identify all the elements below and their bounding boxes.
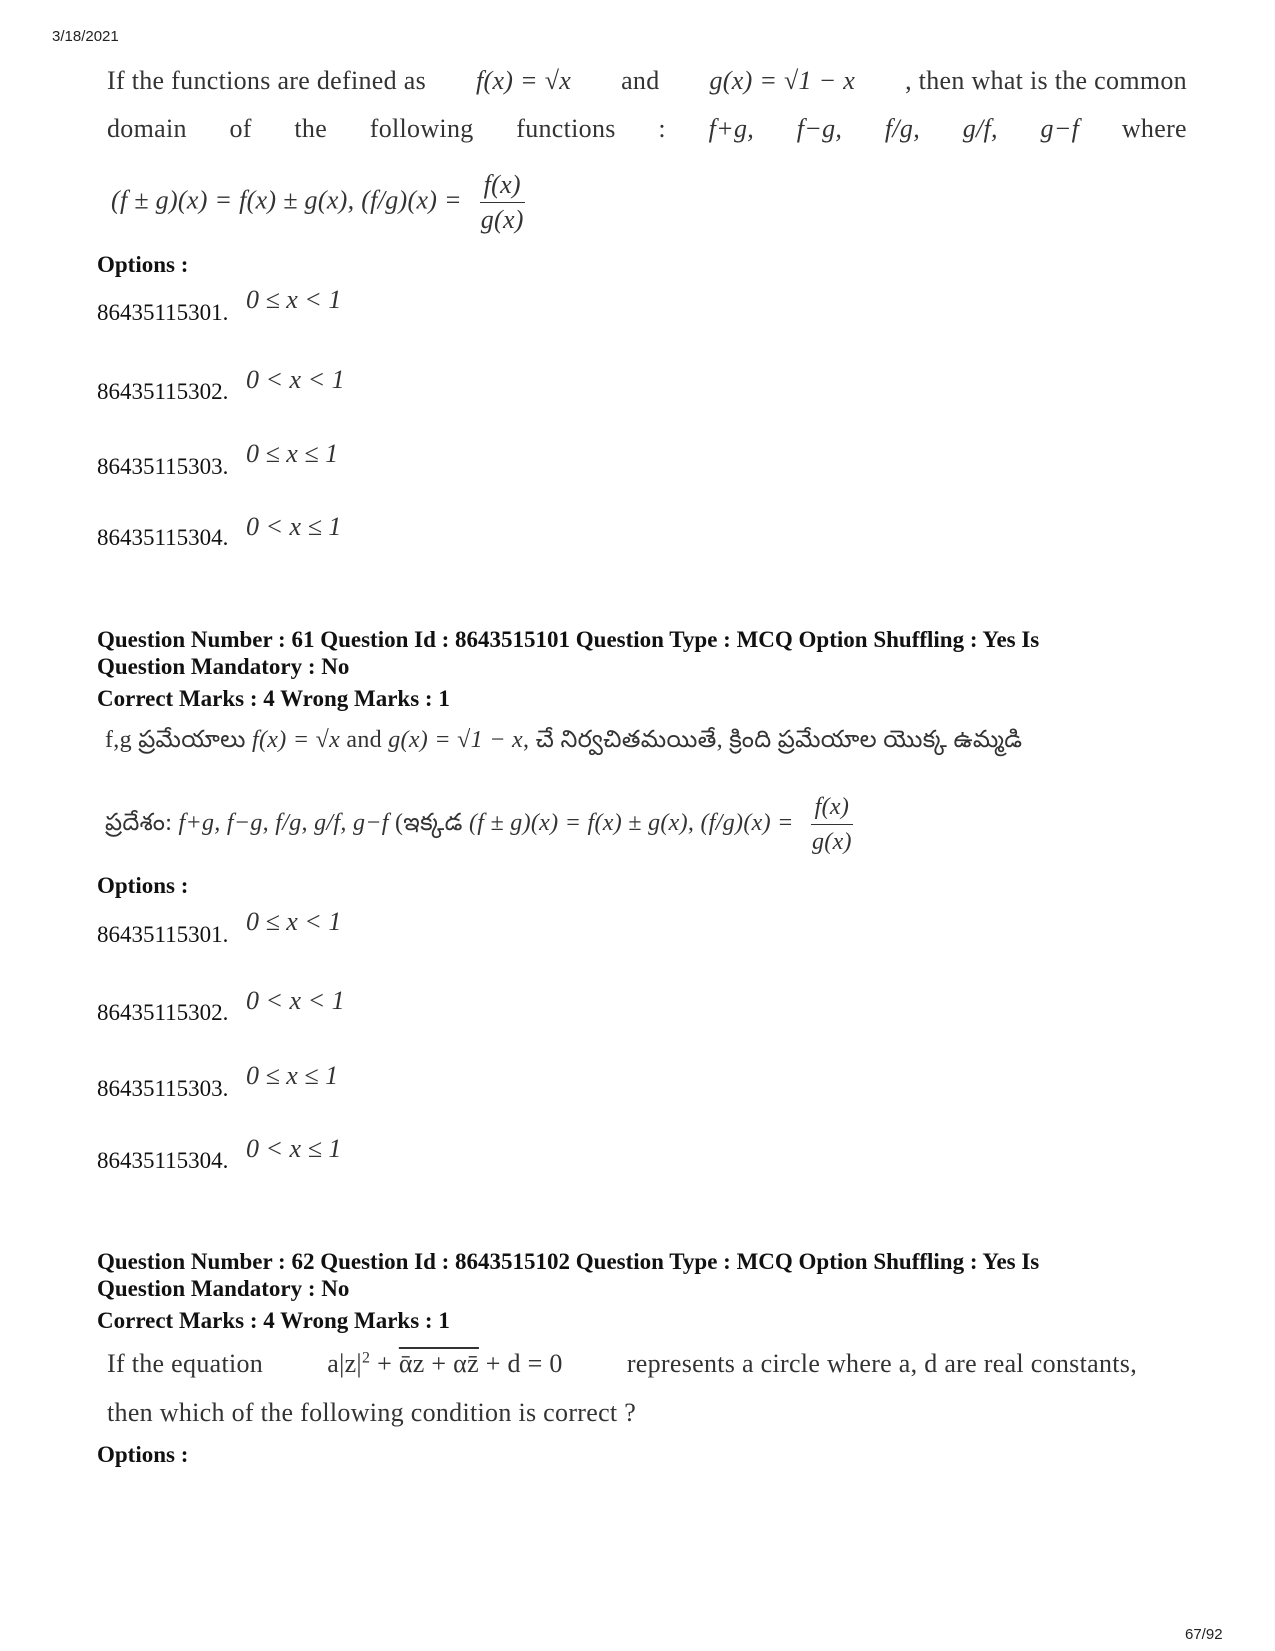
q61-fraction [808, 790, 856, 859]
q60-func: f−g, [796, 114, 843, 143]
q61-stem-line1 [105, 726, 1022, 759]
q60-gx: g(x) = √1 − x [709, 66, 856, 95]
q60-word: where [1121, 114, 1187, 143]
q60-option-3-value: 0 ≤ x ≤ 1 [246, 439, 339, 468]
q62-text-b: represents a circle where a, d are real constants, [626, 1349, 1137, 1378]
q61-option-1-id: 86435115301. [97, 922, 229, 947]
q62-meta-line1: Question Number : 62 Question Id : 8643515102 Question Type : MCQ Option Shuffling : Yes Is [97, 1249, 1040, 1274]
q62-stem-line2: then which of the following condition is correct ? [107, 1398, 637, 1427]
q60-options-label: Options : [97, 252, 189, 277]
q60-fraction [477, 168, 528, 237]
q61-fx: f(x) = √x [252, 727, 341, 753]
q60-word: : [658, 114, 666, 143]
q60-text-b: , then what is the common [905, 66, 1187, 95]
q62-eq-a: a|z| [327, 1349, 362, 1378]
q60-option-2-id: 86435115302. [97, 379, 229, 404]
q61-meta [97, 626, 1157, 680]
q61-options-label: Options : [97, 873, 189, 898]
q61-option-2-id: 86435115302. [97, 1000, 229, 1025]
q62-stem-line1 [107, 1349, 1137, 1379]
print-date: 3/18/2021 [52, 28, 119, 45]
q60-text-and: and [621, 66, 660, 95]
q60-option-1-id: 86435115301. [97, 300, 229, 325]
q61-option-2-value: 0 < x < 1 [246, 986, 345, 1015]
q60-word: functions [516, 114, 616, 143]
q61-stem-line2 [105, 790, 856, 859]
q62-eq-rest: + d = 0 [478, 1349, 563, 1378]
q60-func: g−f [1040, 114, 1080, 143]
q61-definition: (f ± g)(x) = f(x) ± g(x), (f/g)(x) = [468, 810, 794, 837]
q62-options-label: Options : [97, 1442, 189, 1467]
q62-eq-sup: 2 [361, 1349, 371, 1367]
q61-fraction-denominator: g(x) [811, 829, 852, 855]
q61-where-word: (ఇక్కడ [388, 810, 469, 837]
q61-option-4-value: 0 < x ≤ 1 [246, 1134, 342, 1163]
q60-option-4-value: 0 < x ≤ 1 [246, 512, 342, 541]
q60-option-1-value: 0 ≤ x < 1 [246, 285, 342, 314]
q60-definition: (f ± g)(x) = f(x) ± g(x), (f/g)(x) = [111, 185, 462, 215]
q62-eq-over: ᾱz + αz̄ [398, 1349, 479, 1378]
q61-option-3-id: 86435115303. [97, 1076, 229, 1101]
q60-text-a: If the functions are defined as [107, 66, 427, 95]
q62-meta-line2: Question Mandatory : No [97, 1276, 350, 1301]
q61-gx: g(x) = √1 − x [388, 727, 523, 753]
q61-meta-line2: Question Mandatory : No [97, 654, 350, 679]
q60-fx: f(x) = √x [475, 66, 572, 95]
q60-word: domain [107, 114, 187, 143]
q60-func: g/f, [962, 114, 998, 143]
q61-funcs: f+g, f−g, f/g, g/f, g−f [178, 810, 389, 837]
q60-word: following [369, 114, 474, 143]
q60-option-2-value: 0 < x < 1 [246, 365, 345, 394]
q60-option-4-id: 86435115304. [97, 525, 229, 550]
q60-func: f+g, [708, 114, 755, 143]
q61-text-a: f,g ప్రమేయాలు [105, 727, 253, 753]
q61-text-b: , చే నిర్వచితమయితే, క్రింది ప్రమేయాల యొక్క ఉమ్మడి [523, 727, 1023, 753]
q60-fraction-numerator: f(x) [480, 168, 525, 203]
q60-stem-line2 [107, 114, 1187, 144]
q61-meta-line1: Question Number : 61 Question Id : 8643515101 Question Type : MCQ Option Shuffling : Yes Is [97, 627, 1040, 652]
q62-eq-plus: + [370, 1349, 399, 1378]
q62-text-a: If the equation [107, 1349, 264, 1378]
q62-equation [327, 1349, 562, 1379]
q60-stem-line3 [111, 168, 528, 237]
q61-marks: Correct Marks : 4 Wrong Marks : 1 [97, 686, 450, 711]
page-number: 67/92 [1185, 1626, 1223, 1643]
q60-word: of [229, 114, 252, 143]
q60-option-3-id: 86435115303. [97, 454, 229, 479]
q62-meta [97, 1248, 1157, 1302]
q61-option-4-id: 86435115304. [97, 1148, 229, 1173]
q61-text-and: and [340, 727, 389, 753]
q61-option-1-value: 0 ≤ x < 1 [246, 907, 342, 936]
q60-func: f/g, [884, 114, 921, 143]
q61-fraction-numerator: f(x) [811, 790, 854, 825]
q61-option-3-value: 0 ≤ x ≤ 1 [246, 1061, 339, 1090]
q62-marks: Correct Marks : 4 Wrong Marks : 1 [97, 1308, 450, 1333]
q60-word: the [294, 114, 328, 143]
q60-stem-line1 [107, 66, 1187, 96]
q61-domain-word: ప్రదేశం: [105, 810, 179, 837]
q60-fraction-denominator: g(x) [480, 205, 524, 234]
